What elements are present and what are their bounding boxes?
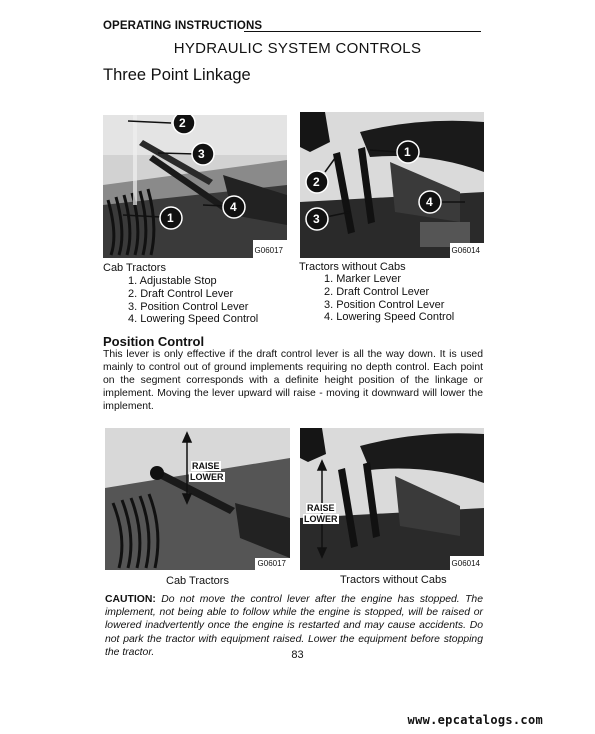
callout-1: 1	[167, 211, 174, 225]
legend-item: 4. Lowering Speed Control	[324, 311, 455, 324]
legend-list	[324, 273, 454, 324]
photo-code: G06017	[254, 246, 283, 255]
legend-title: Tractors without Cabs	[299, 261, 406, 273]
caption-cab: Cab Tractors	[166, 575, 229, 587]
photo-cab-controls	[103, 115, 287, 258]
legend-item: 1. Marker Lever	[324, 273, 402, 285]
legend-item: 2. Draft Control Lever	[128, 287, 234, 300]
callout-1: 1	[404, 145, 411, 159]
section-title: Three Point Linkage	[103, 66, 251, 84]
raise-label: RAISE	[307, 503, 335, 513]
position-control-heading: Position Control	[103, 334, 205, 349]
legend-item: 4. Lowering Speed Control	[128, 313, 259, 326]
callout-4: 4	[230, 200, 237, 214]
photo-code: G06014	[451, 559, 480, 568]
lower-label: LOWER	[304, 514, 338, 524]
callout-3: 3	[313, 212, 320, 226]
page-number: 83	[291, 649, 304, 661]
photo-nocab-controls	[300, 112, 484, 258]
photo-nocab-raise-lower	[300, 428, 484, 570]
legend-item: 2. Draft Control Lever	[324, 285, 430, 298]
running-header: OPERATING INSTRUCTIONS	[103, 20, 263, 32]
legend-item: 3. Position Control Lever	[324, 298, 445, 311]
legend-list	[128, 275, 258, 326]
page-title: HYDRAULIC SYSTEM CONTROLS	[173, 40, 422, 57]
photo-code: G06014	[451, 246, 480, 255]
callout-2: 2	[179, 116, 186, 130]
photo-cab-raise-lower	[105, 428, 290, 570]
position-control-text: This lever is only effective if the draft control lever is all the way down. It is used mainly to control out of ground implements requiring no depth control. Each point on the segment corresponds with a definite height position of the linkage or implement. Moving the lever upward will raise - moving it downward will lower the implement.	[103, 349, 483, 412]
callout-3: 3	[198, 147, 205, 161]
caution-body: Do not move the control lever after the engine has stopped. The implement, not being able to follow while the engine is stopped, will be raised or lowered inadvertently once the engine is restarted and may cause accidents. Do not park the tractor with equipment raised. Lower the equipment before stopping the tractor.	[105, 594, 483, 658]
caption-nocab: Tractors without Cabs	[340, 574, 447, 586]
footer-url[interactable]: www.epcatalogs.com	[407, 713, 543, 727]
callout-2: 2	[313, 175, 320, 189]
photo-code: G06017	[257, 559, 286, 568]
legend-cab	[103, 262, 258, 326]
legend-item: 1. Adjustable Stop	[128, 275, 217, 287]
legend-item: 3. Position Control Lever	[128, 300, 249, 313]
header-rule	[244, 31, 481, 32]
legend-title: Cab Tractors	[103, 262, 166, 274]
raise-label: RAISE	[192, 461, 220, 471]
legend-nocab	[299, 261, 454, 324]
callout-4: 4	[426, 195, 433, 209]
caution-label: CAUTION:	[105, 594, 156, 605]
lower-label: LOWER	[190, 472, 224, 482]
